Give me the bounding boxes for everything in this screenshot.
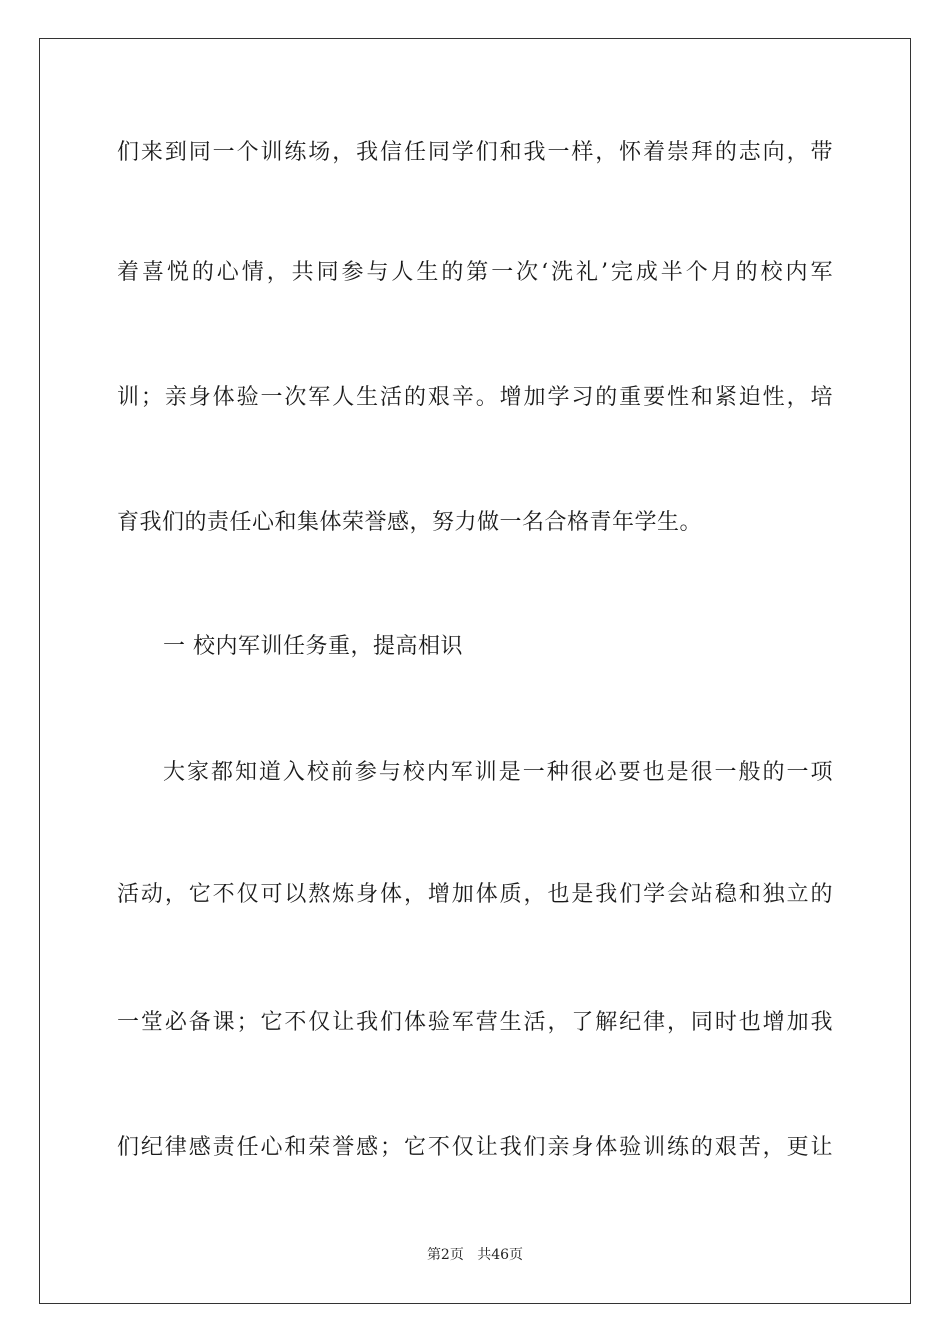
text-line-2: 着喜悦的心情，共同参与人生的第一次‘洗礼’完成半个月的校内军 <box>117 260 833 285</box>
paragraph2-line-1: 大家都知道入校前参与校内军训是一种很必要也是很一般的一项 <box>163 760 833 785</box>
paragraph2-line-3: 一堂必备课；它不仅让我们体验军营生活，了解纪律，同时也增加我 <box>117 1010 833 1035</box>
text-line-3: 训；亲身体验一次军人生活的艰辛。增加学习的重要性和紧迫性，培 <box>117 385 833 410</box>
paragraph2-line-2: 活动，它不仅可以熬炼身体，增加体质，也是我们学会站稳和独立的 <box>117 882 833 907</box>
section-heading: 一 校内军训任务重，提高相识 <box>163 634 463 659</box>
page-border <box>39 38 911 1304</box>
text-line-4: 育我们的责任心和集体荣誉感，努力做一名合格青年学生。 <box>117 510 703 535</box>
page-footer <box>0 1245 950 1265</box>
page-number: 第2页 <box>426 1247 464 1263</box>
paragraph2-line-4: 们纪律感责任心和荣誉感；它不仅让我们亲身体验训练的艰苦，更让 <box>117 1135 833 1160</box>
total-pages: 共46页 <box>477 1247 524 1263</box>
text-line-1: 们来到同一个训练场，我信任同学们和我一样，怀着崇拜的志向，带 <box>117 140 833 165</box>
